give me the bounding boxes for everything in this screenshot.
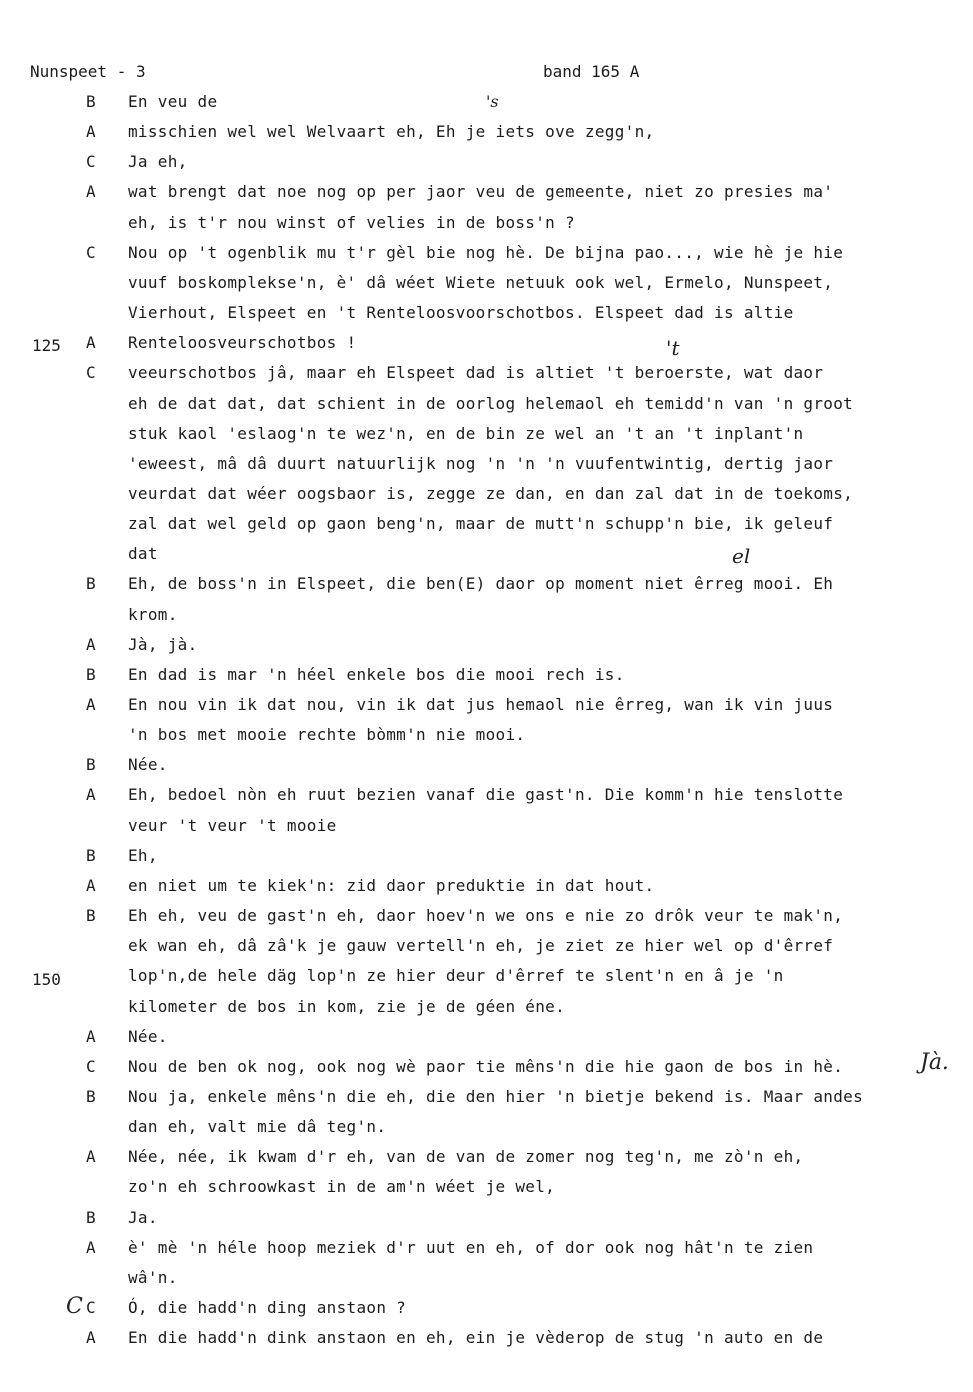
handwritten-note: el <box>732 544 751 568</box>
transcript-line: veurdat dat wéer oogsbaor is, zegge ze dan, en dan zal dat in de toekoms, <box>128 483 854 503</box>
transcript-line: Ja eh, <box>128 152 188 172</box>
transcript-line: è' mè 'n héle hoop meziek d'r uut en eh, of dor ook nog hât'n te zien <box>128 1237 814 1257</box>
speaker-label: B <box>86 845 96 865</box>
transcript-line: wâ'n. <box>128 1267 178 1287</box>
transcript-line: en niet um te kiek'n: zid daor preduktie in dat hout. <box>128 875 655 895</box>
speaker-label: B <box>86 755 96 775</box>
transcript-line: Née. <box>128 755 168 775</box>
speaker-label: A <box>86 333 96 353</box>
transcript-line: Renteloosveurschotbos ! <box>128 333 357 353</box>
transcript-line: stuk kaol 'eslaog'n te wez'n, en de bin ze wel an 't an 't inplant'n <box>128 423 804 443</box>
speaker-label: A <box>86 1147 96 1167</box>
handwritten-speaker-mark: C <box>66 1294 83 1319</box>
transcript-line: Née, née, ik kwam d'r eh, van de van de zomer nog teg'n, me zò'n eh, <box>128 1147 804 1167</box>
transcript-line: Ó, die hadd'n ding anstaon ? <box>128 1298 407 1317</box>
speaker-label: A <box>86 122 96 142</box>
transcript-line: Eh, bedoel nòn eh ruut bezien vanaf die gast'n. Die komm'n hie tenslotte <box>128 785 844 805</box>
line-counter: 125 <box>32 336 61 355</box>
header-tape-label: band 165 A <box>543 62 640 81</box>
transcript-line: veeurschotbos jâ, maar eh Elspeet dad is altiet 't beroerste, wat daor <box>128 363 824 383</box>
speaker-label: C <box>86 242 96 262</box>
header-title: Nunspeet - 3 <box>30 62 146 81</box>
transcript-line: Nou op 't ogenblik mu t'r gèl bie nog hè. De bijna pao..., wie hè je hie <box>128 242 844 262</box>
transcript-line: krom. <box>128 604 178 624</box>
transcript-line: vuuf boskomplekse'n, è' dâ wéet Wiete netuuk ook wel, Ermelo, Nunspeet, <box>128 272 834 292</box>
transcript-line: zo'n eh schroowkast in de am'n wéet je wel, <box>128 1177 556 1197</box>
transcript-line: Eh, de boss'n in Elspeet, die ben(E) daor op moment niet êrreg mooi. Eh <box>128 574 834 594</box>
speaker-label: A <box>86 1237 96 1257</box>
transcript-line: eh, is t'r nou winst of velies in de boss'n ? <box>128 212 575 232</box>
speaker-label: A <box>86 695 96 714</box>
transcript-line: 'n bos met mooie rechte bòmm'n nie mooi. <box>128 725 526 745</box>
transcript-line: En veu de <box>128 92 218 111</box>
transcript-line: ek wan eh, dâ zâ'k je gauw vertell'n eh, je ziet ze hier wel op d'êrref <box>128 936 834 956</box>
speaker-label: C <box>86 363 96 383</box>
speaker-label: B <box>86 92 96 111</box>
speaker-label: A <box>86 1328 96 1348</box>
transcript-line: Jà, jà. <box>128 634 198 654</box>
transcript-line: lop'n,de hele däg lop'n ze hier deur d'êrref te slent'n en â je 'n <box>128 966 784 986</box>
transcript-line: wat brengt dat noe nog op per jaor veu de gemeente, niet zo presies ma' <box>128 182 834 202</box>
transcript-line: dat <box>128 544 158 564</box>
transcript-line: kilometer de bos in kom, zie je de géen éne. <box>128 996 566 1016</box>
line-counter: 150 <box>32 970 61 989</box>
transcript-line: 'eweest, mâ dâ duurt natuurlijk nog 'n 'n 'n vuufentwintig, dertig jaor <box>128 453 834 473</box>
speaker-label: C <box>86 152 96 172</box>
handwritten-note: 's <box>486 92 499 111</box>
transcript-line: Vierhout, Elspeet en 't Renteloosvoorschotbos. Elspeet dad is altie <box>128 303 794 323</box>
speaker-label: A <box>86 1026 96 1046</box>
transcript-line: En dad is mar 'n héel enkele bos die mooi rech is. <box>128 664 625 684</box>
speaker-label: A <box>86 875 96 895</box>
transcript-line: En nou vin ik dat nou, vin ik dat jus hemaol nie êrreg, wan ik vin juus <box>128 695 834 714</box>
transcript-line: En die hadd'n dink anstaon en eh, ein je vèderop de stug 'n auto en de <box>128 1328 824 1348</box>
handwritten-note: Jà. <box>920 1050 949 1075</box>
speaker-label: B <box>86 664 96 684</box>
speaker-label: A <box>86 634 96 654</box>
transcript-line: veur 't veur 't mooie <box>128 815 337 835</box>
speaker-label: B <box>86 574 96 594</box>
transcript-line: eh de dat dat, dat schient in de oorlog helemaol eh temidd'n van 'n groot <box>128 393 854 413</box>
speaker-label: C <box>86 1056 96 1076</box>
transcript-line: Eh, <box>128 845 158 865</box>
transcript-line: misschien wel wel Welvaart eh, Eh je iets ove zegg'n, <box>128 122 655 142</box>
transcript-line: Nou ja, enkele mêns'n die eh, die den hier 'n bietje bekend is. Maar andes <box>128 1086 864 1106</box>
speaker-label: B <box>86 1086 96 1106</box>
speaker-label: C <box>86 1298 96 1317</box>
speaker-label: A <box>86 785 96 805</box>
transcript-line: dan eh, valt mie dâ teg'n. <box>128 1117 387 1137</box>
transcript-line: Nou de ben ok nog, ook nog wè paor tie mêns'n die hie gaon de bos in hè. <box>128 1056 844 1076</box>
transcript-line: zal dat wel geld op gaon beng'n, maar de mutt'n schupp'n bie, ik geleuf <box>128 514 834 534</box>
handwritten-note: 't <box>666 336 680 360</box>
speaker-label: B <box>86 906 96 926</box>
transcript-line: Eh eh, veu de gast'n eh, daor hoev'n we ons e nie zo drôk veur te mak'n, <box>128 906 844 926</box>
transcript-line: Née. <box>128 1026 168 1046</box>
transcript-line: Ja. <box>128 1207 158 1227</box>
speaker-label: A <box>86 182 96 202</box>
speaker-label: B <box>86 1207 96 1227</box>
